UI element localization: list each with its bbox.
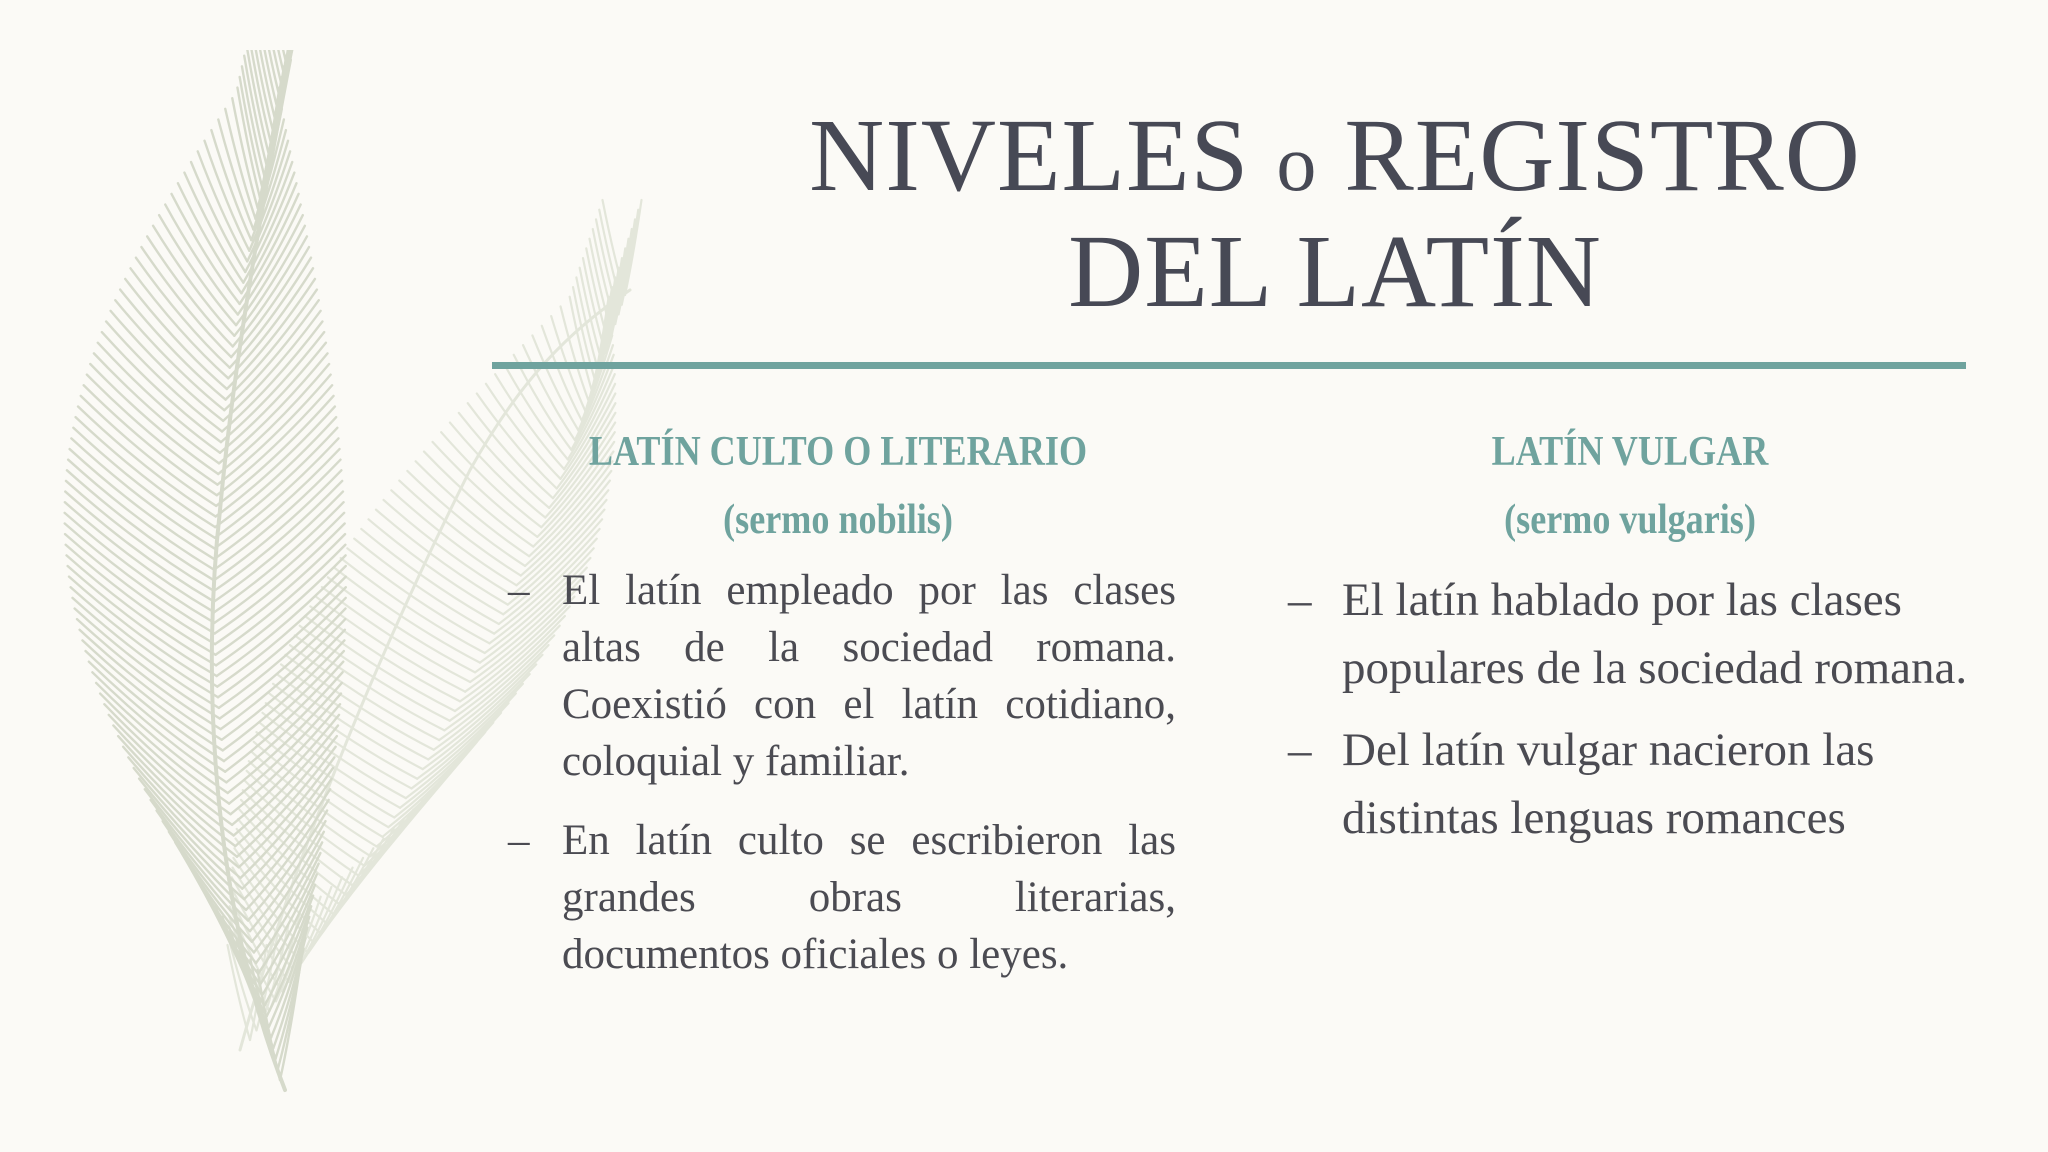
list-item: – Del latín vulgar nacieron las distintas lenguas romances [1288, 724, 1875, 844]
title-line-2: DEL LATÍN [1068, 214, 1602, 329]
bullet-list [1280, 566, 1980, 852]
list-item: – En latín culto se escribieron las grandes obras literarias, documentos oficiales o leyes. [508, 817, 1176, 978]
bullet-list [500, 562, 1176, 983]
title-line-1: NIVELES o REGISTRO [809, 98, 1861, 213]
column-heading: LATÍN CULTO O LITERARIO (sermo nobilis) [588, 429, 1088, 543]
title-divider [492, 362, 1966, 369]
column-latin-vulgar [1280, 418, 1980, 866]
list-item: – El latín hablado por las clases populares de la sociedad romana. [1288, 574, 1968, 694]
page-title [760, 98, 1910, 329]
column-heading: LATÍN VULGAR (sermo vulgaris) [1491, 429, 1769, 543]
column-latin-culto [500, 418, 1176, 1005]
list-item: – El latín empleado por las clases altas de la sociedad romana. Coexistió con el latín cotidiano, coloquial y familiar. [508, 567, 1176, 785]
